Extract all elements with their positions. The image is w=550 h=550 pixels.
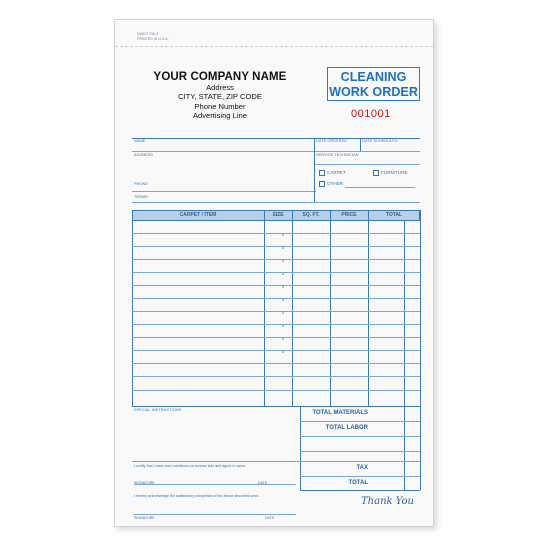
date-scheduled-label: DATE SCHEDULED [362, 139, 398, 143]
printed-in-usa: PRINTED IN U.S.A. [137, 37, 169, 41]
total-labor-label: TOTAL LABOR [325, 425, 368, 431]
terms-field-label: TERMS [134, 195, 148, 199]
company-block [125, 71, 315, 120]
table-row-rule [132, 337, 420, 338]
company-city-state-zip: CITY, STATE, ZIP CODE [178, 92, 262, 102]
form-title-box [327, 67, 420, 101]
date-ordered-label: DATE ORDERED [316, 139, 348, 143]
col-header-size: SIZE [272, 212, 284, 218]
work-order-form [114, 19, 434, 527]
size-x-marker: x [282, 297, 285, 302]
info-divider [314, 138, 315, 202]
tax-label: TAX [356, 465, 368, 471]
furniture-checkbox[interactable] [373, 170, 379, 176]
info-rule [314, 164, 420, 165]
signature-line [134, 514, 296, 515]
furniture-checkbox-label: FURNITURE [381, 170, 408, 175]
company-phone: Phone Number [194, 101, 246, 111]
thank-you-script: Thank You [361, 496, 414, 507]
size-x-marker: x [282, 284, 285, 289]
table-row-rule [132, 324, 420, 325]
acknowledge-text: I hereby acknowledge the satisfactory completion of the above described work. [134, 494, 260, 498]
signature-label: SIGNATURE [134, 516, 155, 520]
info-rule [132, 202, 420, 203]
col-header-total: TOTAL [385, 212, 403, 218]
grand-total-label: TOTAL [348, 480, 368, 486]
table-row-rule [132, 272, 420, 273]
totals-rule [300, 451, 420, 452]
certify-text: I certify that I have read conditions on reverse side and agree to same. [134, 464, 247, 468]
size-x-marker: x [282, 258, 285, 263]
perforation-line [115, 46, 433, 47]
size-x-marker: x [282, 349, 285, 354]
address-field-label: ADDRESS [134, 153, 154, 157]
cents-divider [404, 221, 405, 490]
date-label: DATE [258, 481, 268, 485]
service-technician-label: SERVICE TECHNICIAN [316, 153, 359, 157]
signature-label: SIGNATURE [134, 481, 155, 485]
table-row-rule [132, 246, 420, 247]
signature-line [134, 484, 296, 485]
totals-bottom-rule [300, 490, 420, 491]
special-instructions-label: SPECIAL INSTRUCTIONS [134, 408, 182, 412]
order-number: 001001 [351, 108, 391, 120]
col-header-item: CARPET / ITEM [179, 212, 217, 218]
info-rule [132, 151, 420, 152]
company-address: Address [206, 83, 234, 92]
size-x-marker: x [282, 336, 285, 341]
totals-left-border [300, 406, 301, 490]
other-checkbox[interactable] [319, 181, 325, 187]
table-row-rule [132, 376, 420, 377]
form-title-line2: WORK ORDER [329, 84, 418, 99]
table-row-rule [132, 363, 420, 364]
table-row-rule [132, 285, 420, 286]
table-bottom-rule [132, 406, 420, 407]
carpet-checkbox[interactable] [319, 170, 325, 176]
company-name: YOUR COMPANY NAME [153, 71, 287, 83]
table-row-rule [132, 259, 420, 260]
table-row-rule [132, 233, 420, 234]
form-code: DWDC 796-3 [137, 32, 159, 36]
carpet-checkbox-label: CARPET [327, 170, 346, 175]
form-title-line1: CLEANING [340, 70, 407, 84]
table-row-rule [132, 390, 420, 391]
phone-field-label: PHONE [134, 182, 149, 186]
totals-rule [300, 421, 420, 422]
info-divider [360, 138, 361, 151]
info-rule [132, 191, 316, 192]
col-header-price: PRICE [341, 212, 357, 218]
table-row-rule [132, 298, 420, 299]
size-x-marker: x [282, 323, 285, 328]
other-checkbox-label: OTHER [327, 181, 344, 186]
size-x-marker: x [282, 245, 285, 250]
size-x-marker: x [282, 232, 285, 237]
total-materials-label: TOTAL MATERIALS [312, 410, 368, 416]
table-row-rule [132, 311, 420, 312]
totals-rule [300, 436, 420, 437]
company-advertising: Advertising Line [192, 110, 248, 120]
name-field-label: NAME [134, 139, 146, 143]
date-label: DATE [265, 516, 275, 520]
col-header-sqft: SQ. FT. [302, 212, 320, 218]
table-row-rule [132, 350, 420, 351]
table-border-right [420, 210, 421, 490]
totals-rule [132, 461, 420, 462]
other-write-line [345, 187, 415, 188]
totals-rule [300, 476, 420, 477]
size-x-marker: x [282, 271, 285, 276]
size-x-marker: x [282, 310, 285, 315]
